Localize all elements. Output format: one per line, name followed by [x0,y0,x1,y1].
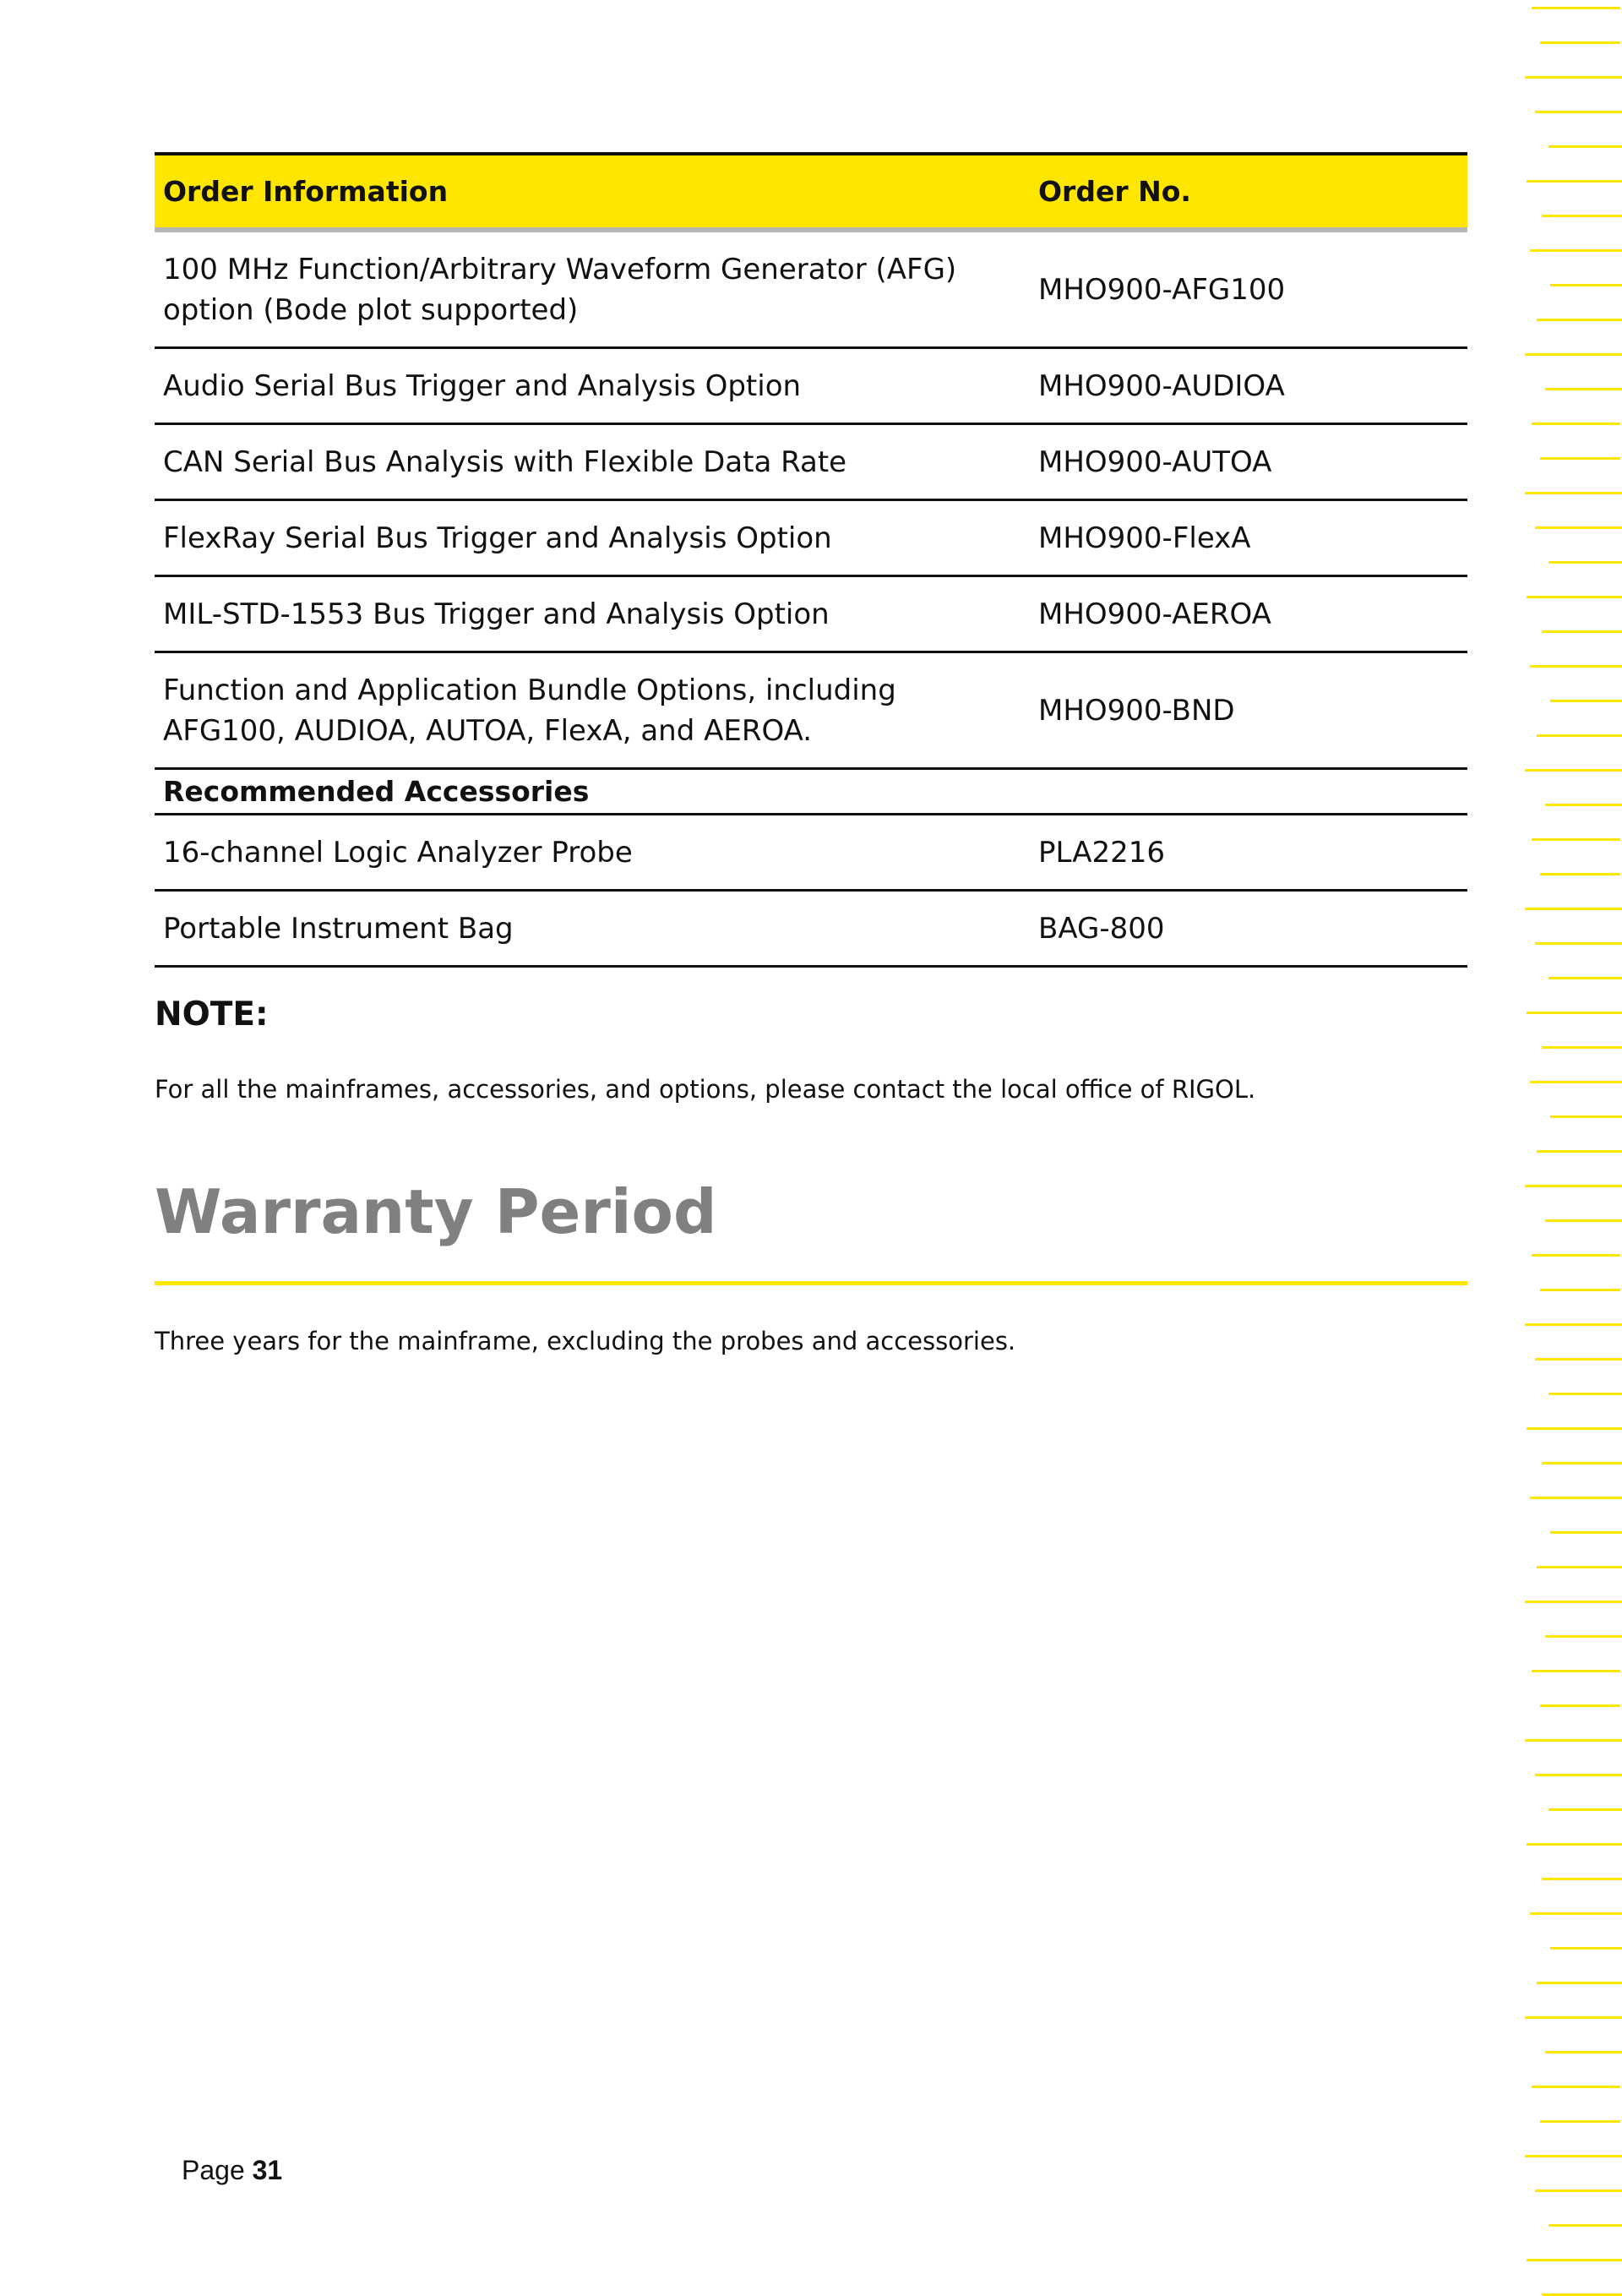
accessories-subheading: Recommended Accessories [155,769,1467,815]
header-order-information: Order Information [155,154,1030,230]
decorative-stripe [1545,1219,1622,1222]
decorative-stripe [1527,180,1622,183]
table-row [155,652,1467,769]
order-no-cell: MHO900-BND [1030,652,1467,769]
decorative-stripe [1530,1912,1622,1915]
decorative-stripe [1545,1635,1622,1638]
order-no-cell: MHO900-FlexA [1030,500,1467,576]
decorative-stripe [1545,388,1622,390]
decorative-stripe [1549,1393,1622,1395]
decorative-stripe [1525,353,1622,356]
decorative-stripe [1535,1358,1622,1361]
order-no-cell: MHO900-AFG100 [1030,230,1467,348]
decorative-stripe [1530,1081,1622,1083]
decorative-stripe [1525,492,1622,494]
decorative-stripe [1549,561,1622,564]
decorative-stripe [1550,1947,1622,1950]
order-no-cell: BAG-800 [1030,891,1467,967]
order-info-cell: 100 MHz Function/Arbitrary Waveform Generator (AFG) option (Bode plot supported) [155,230,1030,348]
decorative-stripe [1537,1566,1622,1568]
decorative-stripe [1542,630,1622,633]
decorative-stripe [1549,977,1622,979]
warranty-text: Three years for the mainframe, excluding the probes and accessories. [155,1327,1016,1355]
decorative-stripe [1532,2086,1620,2088]
order-no-cell: MHO900-AUDIOA [1030,348,1467,424]
decorative-stripe [1527,1012,1622,1014]
table-row [155,424,1467,500]
accessories-subheading-row [155,769,1467,815]
decorative-stripe [1537,1150,1622,1153]
decorative-stripe [1550,1531,1622,1534]
note-text: For all the mainframes, accessories, and options, please contact the local office of RIGOL. [155,1075,1256,1104]
order-info-cell: CAN Serial Bus Analysis with Flexible Data Rate [155,424,1030,500]
page-label: Page [182,2155,245,2185]
table-row [155,348,1467,424]
order-info-cell: Portable Instrument Bag [155,891,1030,967]
table-row [155,891,1467,967]
order-information-table [155,152,1467,968]
table-row [155,230,1467,348]
decorative-stripe [1530,1497,1622,1499]
decorative-stripe [1525,1739,1622,1742]
decorative-stripe [1545,2051,1622,2053]
table-row [155,815,1467,891]
decorative-stripe [1532,838,1620,841]
decorative-stripe [1535,526,1622,529]
decorative-stripe [1525,1185,1622,1187]
decorative-stripe [1540,41,1620,44]
decorative-stripe [1525,1601,1622,1603]
decorative-stripe [1542,1462,1622,1464]
decorative-stripe [1535,942,1622,945]
section-divider [155,1281,1467,1285]
decorative-stripe [1525,2155,1622,2157]
decorative-stripes [1525,0,1622,2294]
decorative-stripe [1532,1670,1620,1672]
decorative-stripe [1545,804,1622,806]
header-order-no: Order No. [1030,154,1467,230]
decorative-stripe [1540,1704,1620,1707]
decorative-stripe [1550,1115,1622,1118]
decorative-stripe [1549,1808,1622,1811]
table-row [155,576,1467,652]
decorative-stripe [1540,1289,1620,1291]
decorative-stripe [1537,734,1622,737]
order-info-cell: 16-channel Logic Analyzer Probe [155,815,1030,891]
decorative-stripe [1542,1046,1622,1049]
table-row [155,500,1467,576]
warranty-period-title: Warranty Period [155,1176,717,1247]
decorative-stripe [1540,873,1620,875]
decorative-stripe [1530,665,1622,668]
decorative-stripe [1550,700,1622,702]
decorative-stripe [1542,1878,1622,1880]
page-footer [182,2155,282,2186]
decorative-stripe [1549,145,1622,148]
decorative-stripe [1535,111,1622,113]
decorative-stripe [1540,457,1620,460]
decorative-stripe [1527,1427,1622,1430]
order-info-cell: FlexRay Serial Bus Trigger and Analysis Option [155,500,1030,576]
decorative-stripe [1525,1323,1622,1326]
decorative-stripe [1525,76,1622,79]
order-info-cell: Audio Serial Bus Trigger and Analysis Option [155,348,1030,424]
decorative-stripe [1530,249,1622,252]
decorative-stripe [1525,908,1622,910]
decorative-stripe [1532,1254,1620,1257]
order-info-cell: MIL-STD-1553 Bus Trigger and Analysis Option [155,576,1030,652]
decorative-stripe [1537,1982,1622,1984]
decorative-stripe [1540,2120,1620,2123]
decorative-stripe [1527,2259,1622,2261]
order-no-cell: MHO900-AUTOA [1030,424,1467,500]
order-no-cell: MHO900-AEROA [1030,576,1467,652]
decorative-stripe [1537,319,1622,321]
order-no-cell: PLA2216 [1030,815,1467,891]
decorative-stripe [1549,2224,1622,2227]
decorative-stripe [1532,423,1620,425]
table-header-row [155,154,1467,230]
decorative-stripe [1525,2016,1622,2019]
decorative-stripe [1535,1774,1622,1776]
page-number: 31 [252,2155,283,2185]
note-heading: NOTE: [155,995,269,1033]
decorative-stripe [1525,769,1622,772]
decorative-stripe [1532,7,1620,9]
decorative-stripe [1527,596,1622,598]
order-info-cell: Function and Application Bundle Options, including AFG100, AUDIOA, AUTOA, FlexA, and AEROA. [155,652,1030,769]
decorative-stripe [1550,284,1622,286]
decorative-stripe [1542,215,1622,217]
decorative-stripe [1535,2190,1622,2192]
decorative-stripe [1527,1843,1622,1846]
